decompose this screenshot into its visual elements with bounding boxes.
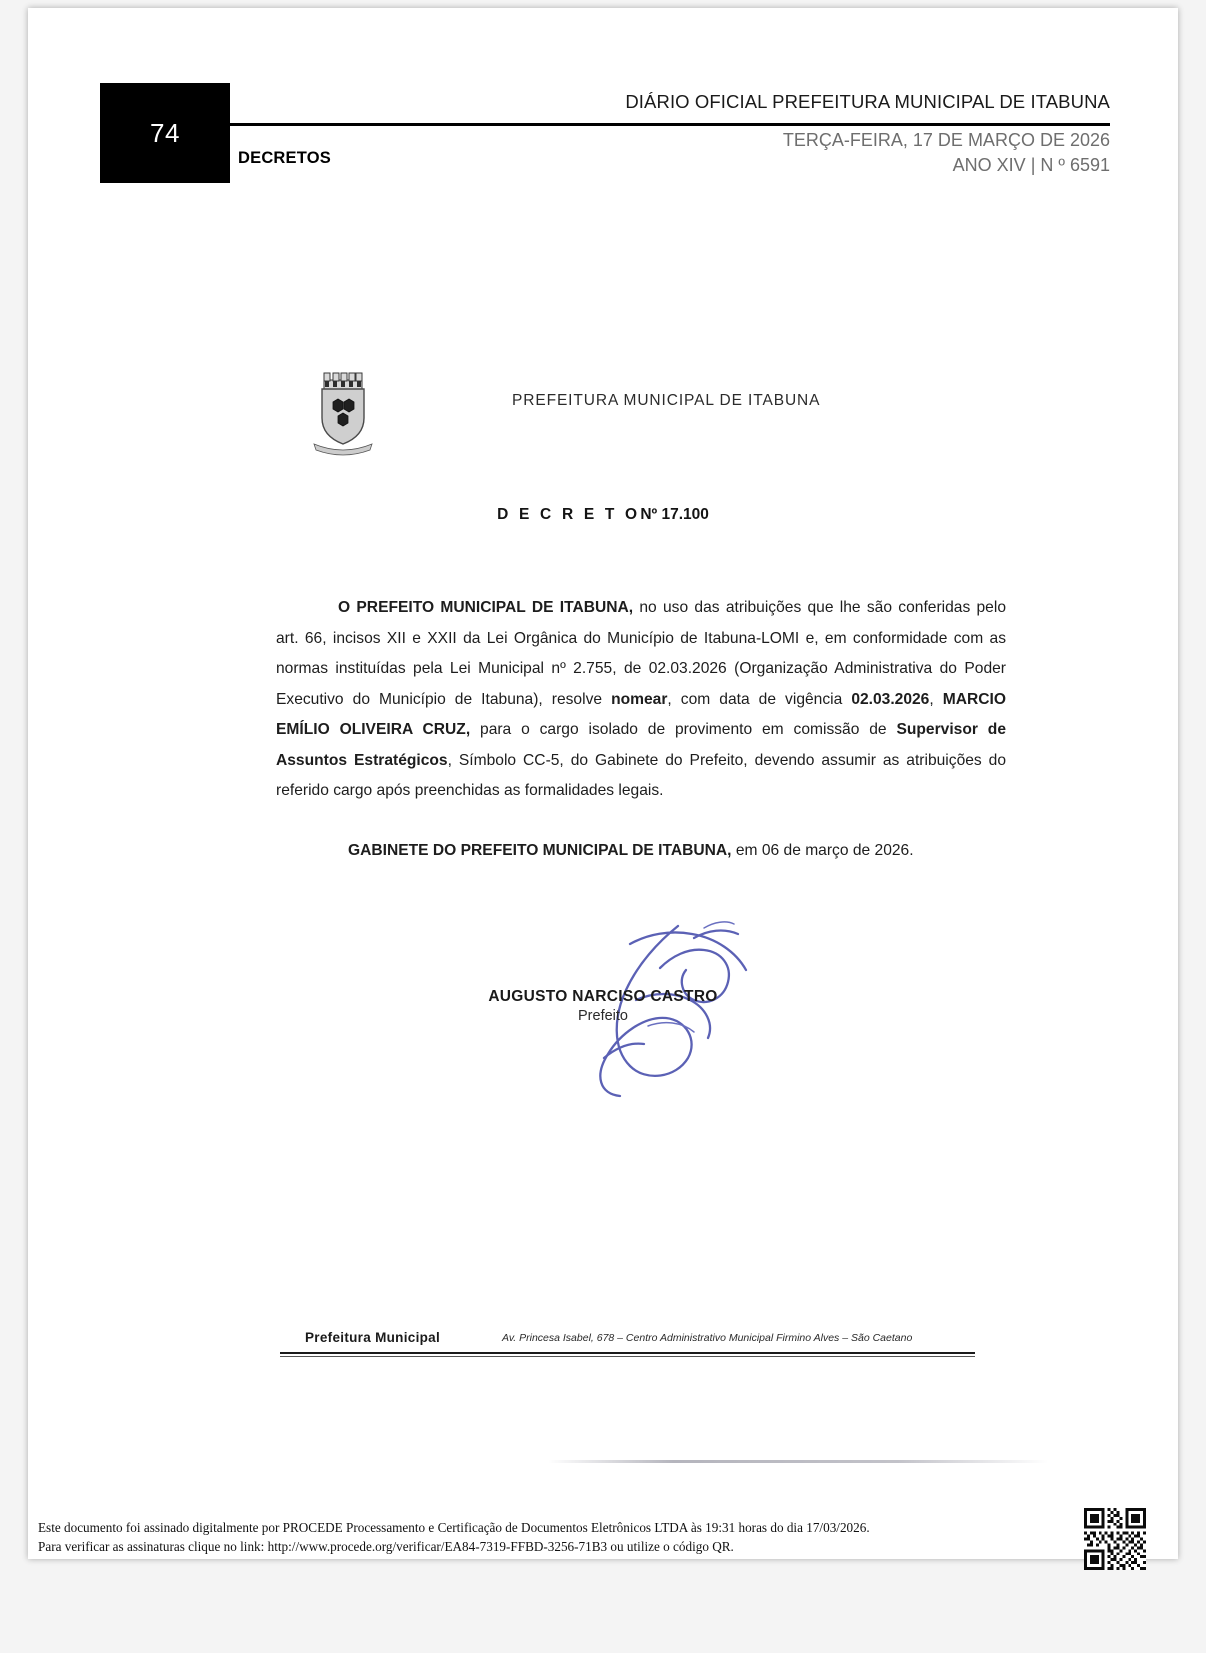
decree-word: D E C R E T O [497, 506, 641, 523]
scan-artifact-line [548, 1460, 1048, 1463]
body-verb-bold: nomear [611, 690, 668, 708]
coat-of-arms-icon [306, 368, 380, 456]
footer-rule-top [280, 1352, 975, 1354]
page-footer [280, 1330, 985, 1362]
body-appointee-bold: MARCIO EMÍLIO OLIVEIRA CRUZ, [276, 690, 1006, 738]
decree-title [28, 506, 1178, 524]
body-date-bold: 02.03.2026 [851, 690, 930, 708]
closing-rest: em 06 de março de 2026. [731, 842, 914, 859]
publication-date: TERÇA-FEIRA, 17 DE MARÇO DE 2026 [782, 130, 1110, 150]
organization-name: PREFEITURA MUNICIPAL DE ITABUNA [512, 392, 821, 409]
decree-closing [276, 836, 1006, 866]
body-part-3: , [929, 690, 943, 708]
body-lead-bold: O PREFEITO MUNICIPAL DE ITABUNA, [338, 599, 634, 616]
decree-body [276, 593, 1006, 821]
publication-issue: ANO XIV | N º 6591 [952, 155, 1110, 175]
body-part-2: , com data de vigência [667, 690, 852, 708]
decree-paragraph [276, 593, 1006, 807]
page-header [100, 83, 1110, 183]
footer-entity: Prefeitura Municipal [305, 1330, 441, 1345]
footer-rule-bottom [280, 1356, 975, 1357]
header-divider-rule [230, 123, 1110, 126]
publication-title: DIÁRIO OFICIAL PREFEITURA MUNICIPAL DE ITABUNA [625, 91, 1110, 112]
digital-signature-notice [38, 1518, 998, 1556]
footer-address: Av. Princesa Isabel, 678 – Centro Administrativo Municipal Firmino Alves – São Caetano [502, 1332, 913, 1344]
decree-number: Nº 17.100 [640, 506, 709, 523]
closing-bold: GABINETE DO PREFEITO MUNICIPAL DE ITABUNA, [348, 842, 732, 859]
body-position-bold: Supervisor de Assuntos Estratégicos [276, 721, 1006, 769]
digital-signature-line-1: Este documento foi assinado digitalmente por PROCEDE Processamento e Certificação de Documentos Eletrônicos LTDA às 19:31 horas do dia 17/03/2026. [38, 1520, 870, 1535]
document-page [28, 8, 1178, 1559]
body-part-4: para o cargo isolado de provimento em comissão de [470, 721, 897, 738]
signer-role: Prefeito [578, 1008, 628, 1024]
body-part-5: , Símbolo CC-5, do Gabinete do Prefeito, devendo assumir as atribuições do referido cargo após preenchidas as formalidades legais. [276, 751, 1007, 799]
page-number-badge: 74 [100, 83, 230, 183]
qr-code-icon[interactable] [1084, 1508, 1146, 1570]
signer-name: AUGUSTO NARCISO CASTRO [488, 988, 718, 1005]
section-label: DECRETOS [238, 149, 331, 167]
body-part-1: no uso das atribuições que lhe são conferidas pelo art. 66, incisos XII e XXII da Lei Orgânica do Município de Itabuna-LOMI e, em conformidade com as normas instituídas pela Lei Municipal nº 2.755, de 02.03.2026 (Organização Administrativa do Poder Executivo do Município de Itabuna), resolve [276, 599, 1006, 708]
digital-signature-line-2[interactable]: Para verificar as assinaturas clique no link: http://www.procede.org/verificar/EA84-7319-FFBD-3256-71B3 ou utilize o código QR. [38, 1539, 734, 1554]
